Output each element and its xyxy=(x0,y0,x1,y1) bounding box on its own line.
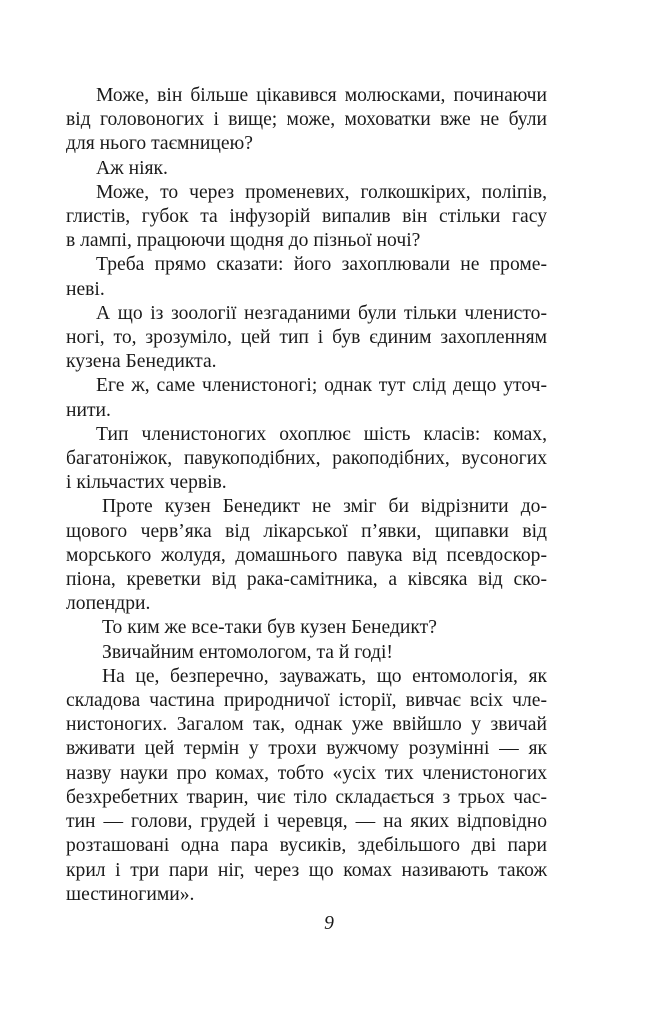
text-line: безхребетних тварин, чиє тіло складається з трьох час- xyxy=(66,786,547,808)
paragraph xyxy=(66,302,547,375)
text-line: Проте кузен Бенедикт не зміг би відрізнити до- xyxy=(102,496,547,518)
text-line: Еге ж, саме членистоногі; однак тут слід дещо уточ- xyxy=(96,375,547,397)
text-line: розташовані одна пара вусиків, здебільшого дві пари xyxy=(66,835,547,857)
paragraph xyxy=(66,84,547,157)
text-line: неві. xyxy=(66,278,105,300)
paragraph xyxy=(66,665,547,907)
paragraph xyxy=(66,157,547,181)
text-line: кузена Бенедикта. xyxy=(66,351,217,373)
text-line: Аж ніяк. xyxy=(96,157,168,179)
text-line: багатоніжок, павукоподібних, ракоподібних, вусоногих xyxy=(66,448,547,470)
text-line: крил і три пари ніг, через що комах називають також xyxy=(66,859,547,881)
text-line: нити. xyxy=(66,399,111,421)
text-line: Звичайним ентомологом, та й годі! xyxy=(102,641,393,663)
text-line: ногі, то, зрозуміло, цей тип і був єдиним захопленням xyxy=(66,327,547,349)
paragraph xyxy=(66,495,547,616)
text-line: назву науки про комах, тобто «усіх тих членистоногих xyxy=(66,762,547,784)
text-line: А що із зоології незгаданими були тільки членисто- xyxy=(96,302,547,324)
paragraph xyxy=(66,641,547,665)
text-line: Може, він більше цікавився молюсками, починаючи xyxy=(96,85,547,106)
paragraph xyxy=(66,374,547,422)
text-line: вживати цей термін у трохи вужчому розумінні — як xyxy=(66,738,547,760)
text-line: для нього таємницею? xyxy=(66,133,253,155)
paragraph xyxy=(66,181,547,254)
text-line: і кільчастих червів. xyxy=(66,472,227,494)
text-line: складова частина природничої історії, вивчає всіх чле- xyxy=(66,690,547,712)
text-line: в лампі, працюючи щодня до пізньої ночі? xyxy=(66,230,421,252)
page-number: 9 xyxy=(324,913,334,934)
text-line: шестиногими». xyxy=(66,883,195,905)
text-line: тин — голови, грудей і черевця, — на яких відповідно xyxy=(66,811,547,833)
text-line: глистів, губок та інфузорій випалив він стільки гасу xyxy=(66,206,547,228)
text-line: Треба прямо сказати: його захоплювали не проме- xyxy=(96,254,547,276)
text-line: Тип членистоногих охоплює шість класів: комах, xyxy=(96,423,547,445)
text-line: піона, креветки від рака-самітника, а ківсяка від ско- xyxy=(66,569,547,591)
text-line: від головоногих і вище; може, моховатки вже не були xyxy=(66,109,547,131)
text-line: То ким же все-таки був кузен Бенедикт? xyxy=(102,617,437,639)
text-line: щового черв’яка від лікарської п’явки, щипавки від xyxy=(66,520,547,542)
paragraph xyxy=(66,616,547,640)
paragraph xyxy=(66,253,547,301)
text-line: На це, безперечно, зауважать, що ентомологія, як xyxy=(102,665,547,687)
paragraph xyxy=(66,423,547,496)
text-line: морського жолудя, домашнього павука від псевдоскор- xyxy=(66,544,547,566)
book-page-text xyxy=(66,84,547,907)
text-line: нистоногих. Загалом так, однак уже ввійшло у звичай xyxy=(66,714,547,736)
text-line: Може, то через променевих, голкошкірих, поліпів, xyxy=(96,181,547,203)
text-line: лопендри. xyxy=(66,593,151,615)
